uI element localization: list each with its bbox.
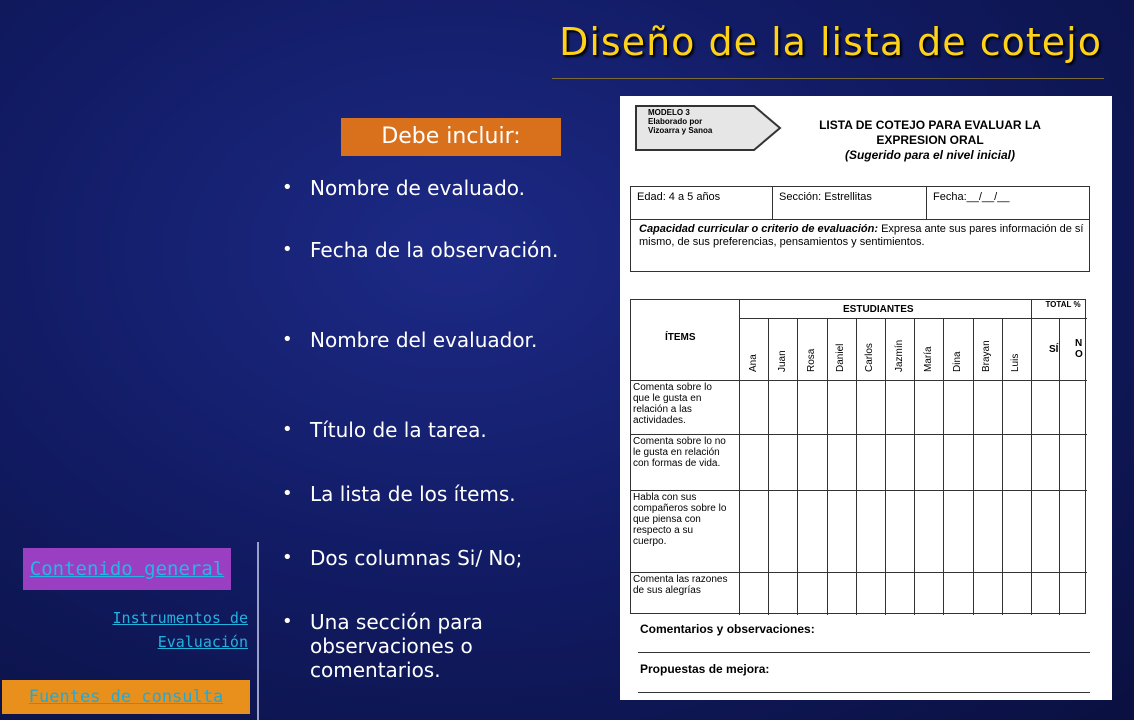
title-divider [552, 78, 1104, 79]
items-header: ÍTEMS [665, 332, 696, 343]
nav-fuentes-box [2, 680, 250, 714]
student-name: Luis [1010, 353, 1022, 372]
include-badge: Debe incluir: [341, 118, 561, 156]
student-name: Brayan [981, 340, 993, 372]
model-label: MODELO 3 Elaborado por Vizoarra y Sanoa [648, 108, 713, 135]
checklist-item: Comenta sobre lo que le gusta en relación a las actividades. [633, 382, 712, 426]
nav-fuentes-link[interactable]: Fuentes de consulta [28, 687, 224, 707]
student-name: Jazmín [893, 339, 905, 372]
student-name: Dina [952, 351, 963, 372]
student-name: María [922, 346, 934, 372]
student-name: Carlos [864, 343, 876, 372]
students-header: ESTUDIANTES [843, 304, 914, 315]
doc-heading: LISTA DE COTEJO PARA EVALUAR LA EXPRESION ORAL (Sugerido para el nivel inicial) [819, 118, 1041, 162]
bullet-item: • La lista de los ítems. [282, 482, 516, 506]
seccion-field: Sección: Estrellitas [773, 187, 927, 219]
nav-divider [257, 542, 259, 720]
total-header: TOTAL % [1045, 300, 1081, 309]
fecha-field: Fecha:__/__/__ [933, 191, 1010, 203]
checklist-item: Comenta las razones de sus alegrías [633, 574, 728, 596]
student-name: Daniel [835, 343, 847, 372]
student-name: Ana [747, 354, 759, 372]
comentarios-label: Comentarios y observaciones: [640, 622, 815, 636]
student-name: Rosa [806, 348, 817, 372]
slide-title: Diseño de la lista de cotejo [559, 20, 1102, 64]
bullet-item: • Nombre del evaluador. [282, 328, 538, 352]
bullet-item: • Nombre de evaluado. [282, 176, 525, 200]
nav-instrumentos-link[interactable]: Instrumentos de Evaluación [112, 609, 248, 651]
nav-instrumentos-box [60, 606, 248, 654]
capacidad-text: Capacidad curricular o criterio de evaluación: Expresa ante sus pares información de sí mismo, de sus preferencias, pensamientos y sentimientos. [639, 223, 1084, 248]
student-name: Juan [776, 350, 788, 372]
bullet-item: • Una sección para observaciones o comentarios. [282, 610, 483, 682]
checklist-item: Habla con sus compañeros sobre lo que piensa con respecto a su cuerpo. [633, 492, 727, 547]
no-header: N O [1075, 338, 1083, 360]
checklist-table [630, 299, 1086, 614]
bullet-item: • Título de la tarea. [282, 418, 487, 442]
checklist-item: Comenta sobre lo no le gusta en relación con formas de vida. [633, 436, 726, 469]
bullet-item: • Fecha de la observación. [282, 238, 559, 262]
nav-general-link[interactable]: Contenido general [29, 558, 225, 580]
propuestas-label: Propuestas de mejora: [640, 662, 770, 676]
bullet-item: • Dos columnas Si/ No; [282, 546, 523, 570]
si-header: SÍ [1049, 344, 1059, 355]
edad-field: Edad: 4 a 5 años [631, 187, 773, 219]
checklist-document [620, 96, 1112, 700]
info-box [630, 186, 1090, 272]
nav-general-box [23, 548, 231, 590]
